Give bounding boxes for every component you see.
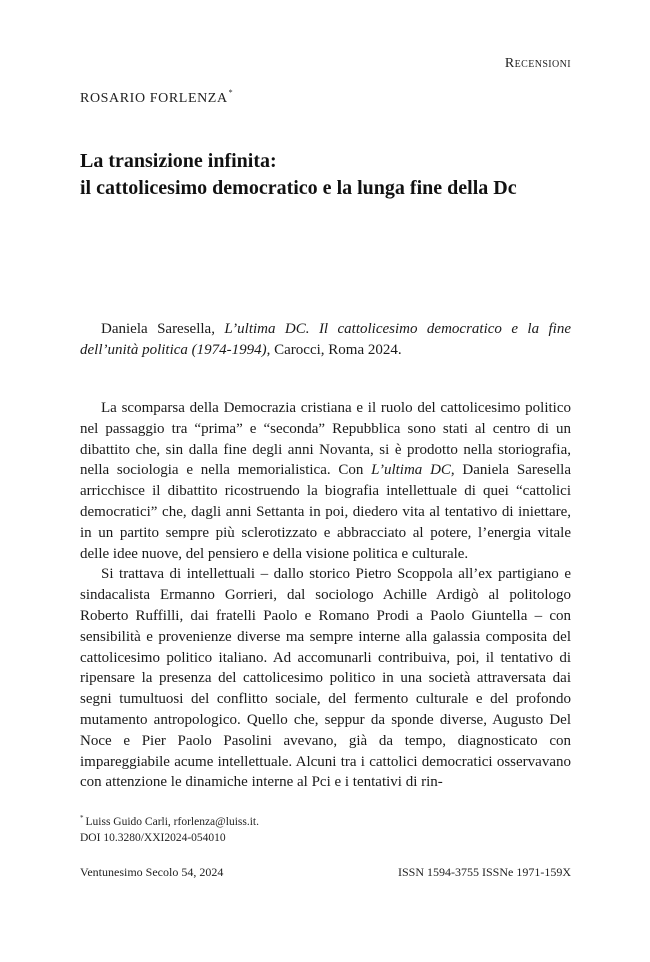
reviewed-book-title: L’ultima DC. Il cattolicesimo democratico e la fine dell’unità politica (1974-1994) bbox=[80, 321, 571, 358]
footnote-affiliation: Luiss Guido Carli, rforlenza@luiss.it. bbox=[85, 816, 259, 828]
paragraph-1-part-b: , Daniela Saresella arricchisce il dibattito ricostruendo la biografia intellettuale di quei “cattolici democratici” che, dagli anni Settanta in poi, diedero vita al tentativo di iniettare, in un partito sempre più sclerotizzato e abbracciato al potere, l’energia vitale delle idee nuove, del pensiero e della visione politica e culturale. bbox=[80, 462, 571, 562]
title-line-1: La transizione infinita: bbox=[80, 150, 277, 172]
title-line-2: il cattolicesimo democratico e la lunga fine della Dc bbox=[80, 177, 517, 199]
reviewed-book-reference bbox=[80, 319, 571, 361]
body-text bbox=[80, 398, 571, 793]
author-name bbox=[80, 88, 233, 107]
footnote bbox=[80, 811, 259, 846]
reviewed-book-publisher: , Carocci, Roma 2024. bbox=[266, 342, 402, 358]
footnote-affiliation-line bbox=[80, 811, 259, 831]
reviewed-book-author: Daniela Saresella, bbox=[101, 321, 225, 337]
paragraph-1 bbox=[80, 398, 571, 564]
footer-issn: ISSN 1594-3755 ISSNe 1971-159X bbox=[397, 865, 571, 879]
paragraph-1-part-a: La scomparsa della Democrazia cristiana e il ruolo del cattolicesimo politico nel passaggio tra “prima” e “seconda” Repubblica sono stati al centro di un dibattito che, sin dalla fine degli anni Novanta, si è prodotto nella storiografia, nella sociologia e nella memorialistica. Con bbox=[80, 400, 571, 479]
author-footnote-mark: * bbox=[228, 88, 234, 97]
footnote-mark: * bbox=[80, 814, 84, 822]
article-title bbox=[80, 148, 580, 202]
section-label: Recensioni bbox=[504, 56, 571, 71]
footnote-doi: DOI 10.3280/XXI2024-054010 bbox=[80, 831, 226, 844]
author-name-text: ROSARIO FORLENZA bbox=[80, 91, 228, 106]
footer-journal: Ventunesimo Secolo 54, 2024 bbox=[80, 865, 224, 879]
paragraph-2: Si trattava di intellettuali – dallo storico Pietro Scoppola all’ex partigiano e sindacalista Ermanno Gorrieri, dal sociologo Achille Ardigò al politologo Roberto Ruffilli, dai fratelli Paolo e Romano Prodi a Paolo Giuntella – con sensibilità e provenienze diverse ma sempre interne alla galassia composita del cattolicesimo politico italiano. Ad accomunarli contribuiva, poi, il tentativo di ripensare la presenza del cattolicesimo politico in una società attraversata dai segni tumultuosi del conflitto sociale, del fermento culturale e del profondo mutamento antropologico. Quello che, seppur da sponde diverse, Augusto Del Noce e Pier Paolo Pasolini avevano, già da tempo, diagnosticato con impareggiabile acume intellettuale. Alcuni tra i cattolici democratici osservavano con attenzione le dinamiche interne al Pci e i tentativi di rin- bbox=[80, 566, 571, 791]
paragraph-1-italic-title: L’ultima DC bbox=[371, 462, 451, 479]
